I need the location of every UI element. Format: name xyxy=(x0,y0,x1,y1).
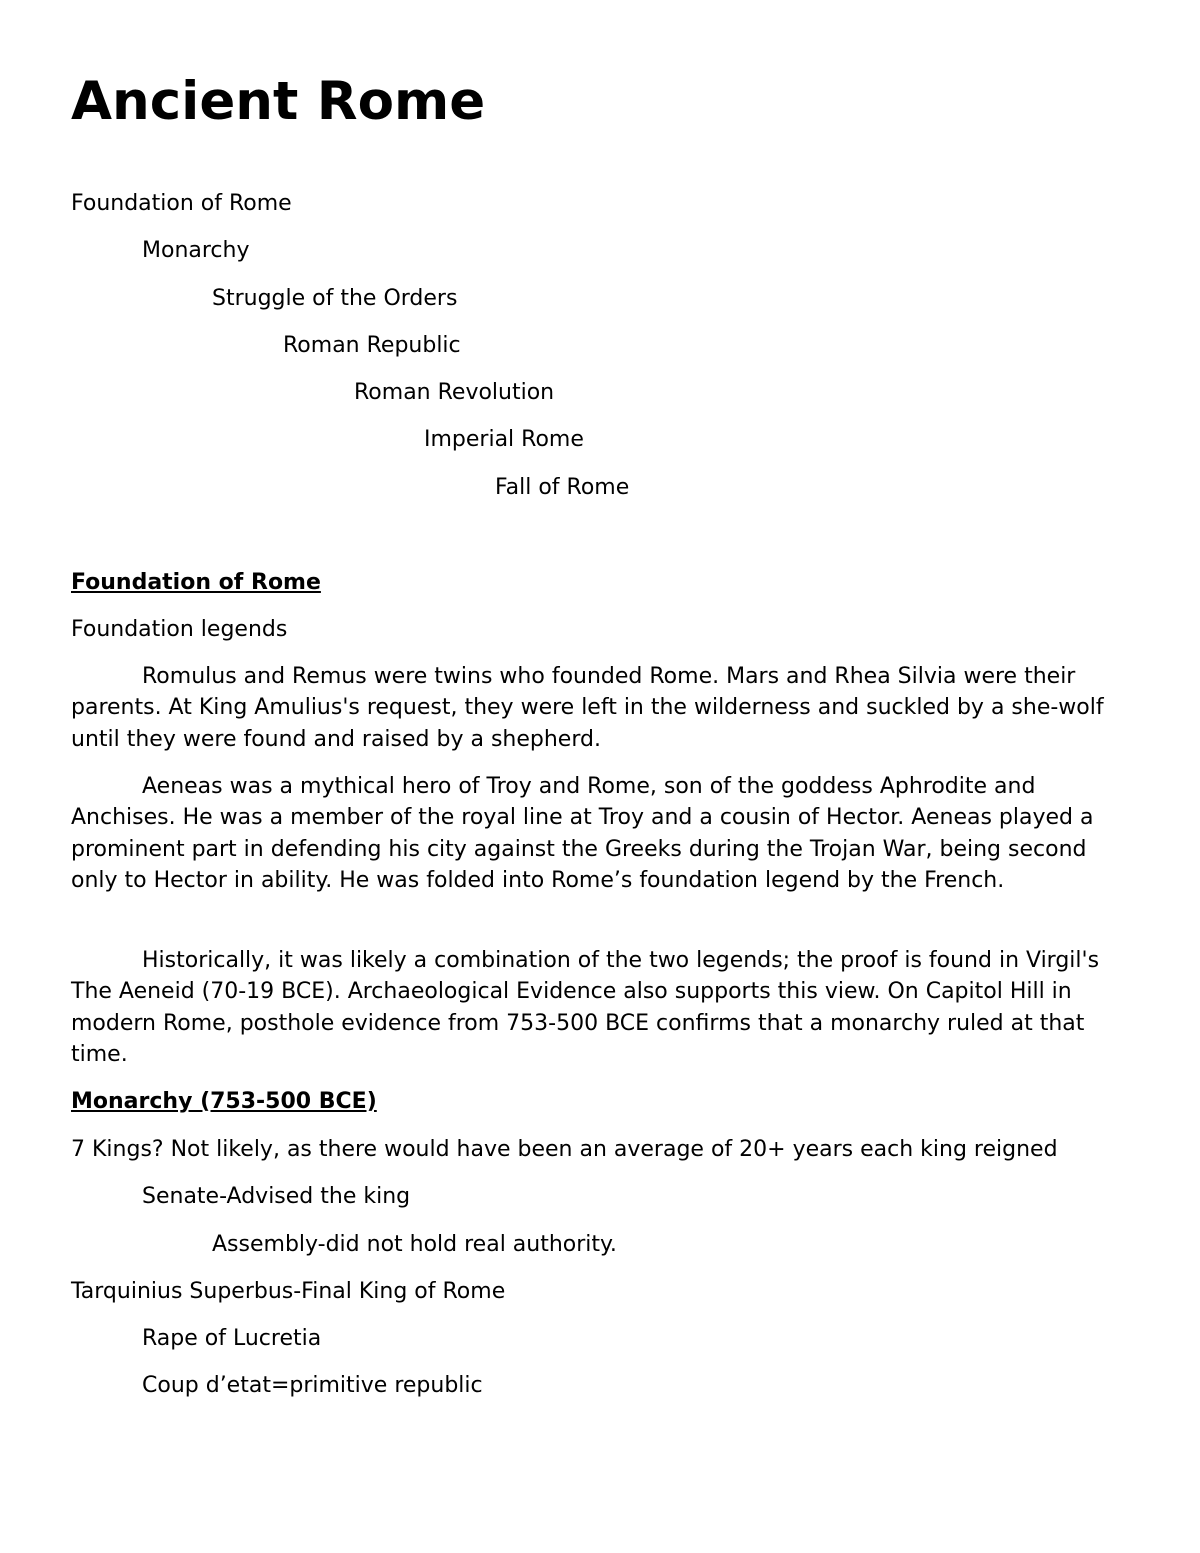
outline-item-monarchy: Monarchy xyxy=(142,238,250,263)
monarchy-line-senate: Senate-Advised the king xyxy=(142,1184,411,1209)
document-title: Ancient Rome xyxy=(71,71,486,132)
outline-item-roman-republic: Roman Republic xyxy=(283,333,461,358)
paragraph-aeneas: Aeneas was a mythical hero of Troy and Rome, son of the goddess Aphrodite and Anchises. He was a member of the royal line at Troy and a cousin of Hector. Aeneas played a prominent part in defending his city against the Greeks during the Trojan War, being second only to Hector in ability. He was folded into Rome’s foundation legend by the French. xyxy=(71,774,1094,893)
monarchy-line-coup: Coup d’etat=primitive republic xyxy=(142,1373,483,1398)
section-heading-monarchy: Monarchy (753-500 BCE) xyxy=(71,1089,377,1114)
monarchy-line-seven-kings: 7 Kings? Not likely, as there would have been an average of 20+ years each king reigned xyxy=(71,1137,1058,1162)
monarchy-line-lucretia: Rape of Lucretia xyxy=(142,1326,322,1351)
outline-item-roman-revolution: Roman Revolution xyxy=(354,380,555,405)
paragraph-historically: Historically, it was likely a combination of the two legends; the proof is found in Virgil's The Aeneid (70-19 BCE). Archaeological Evidence also supports this view. On Capitol Hill in modern Rome, posthole evidence from 753-500 BCE confirms that a monarchy ruled at that time. xyxy=(71,948,1100,1067)
outline-item-foundation: Foundation of Rome xyxy=(71,191,292,216)
outline-item-struggle-of-the-orders: Struggle of the Orders xyxy=(212,286,458,311)
monarchy-line-assembly: Assembly-did not hold real authority. xyxy=(212,1232,617,1257)
monarchy-line-tarquinius: Tarquinius Superbus-Final King of Rome xyxy=(71,1279,506,1304)
outline-item-imperial-rome: Imperial Rome xyxy=(424,427,584,452)
subheading-foundation-legends: Foundation legends xyxy=(71,617,288,642)
outline-item-fall-of-rome: Fall of Rome xyxy=(495,475,630,500)
section-heading-foundation: Foundation of Rome xyxy=(71,570,321,595)
paragraph-romulus-remus: Romulus and Remus were twins who founded Rome. Mars and Rhea Silvia were their parents. At King Amulius's request, they were left in the wilderness and suckled by a she-wolf until they were found and raised by a shepherd. xyxy=(71,664,1104,752)
